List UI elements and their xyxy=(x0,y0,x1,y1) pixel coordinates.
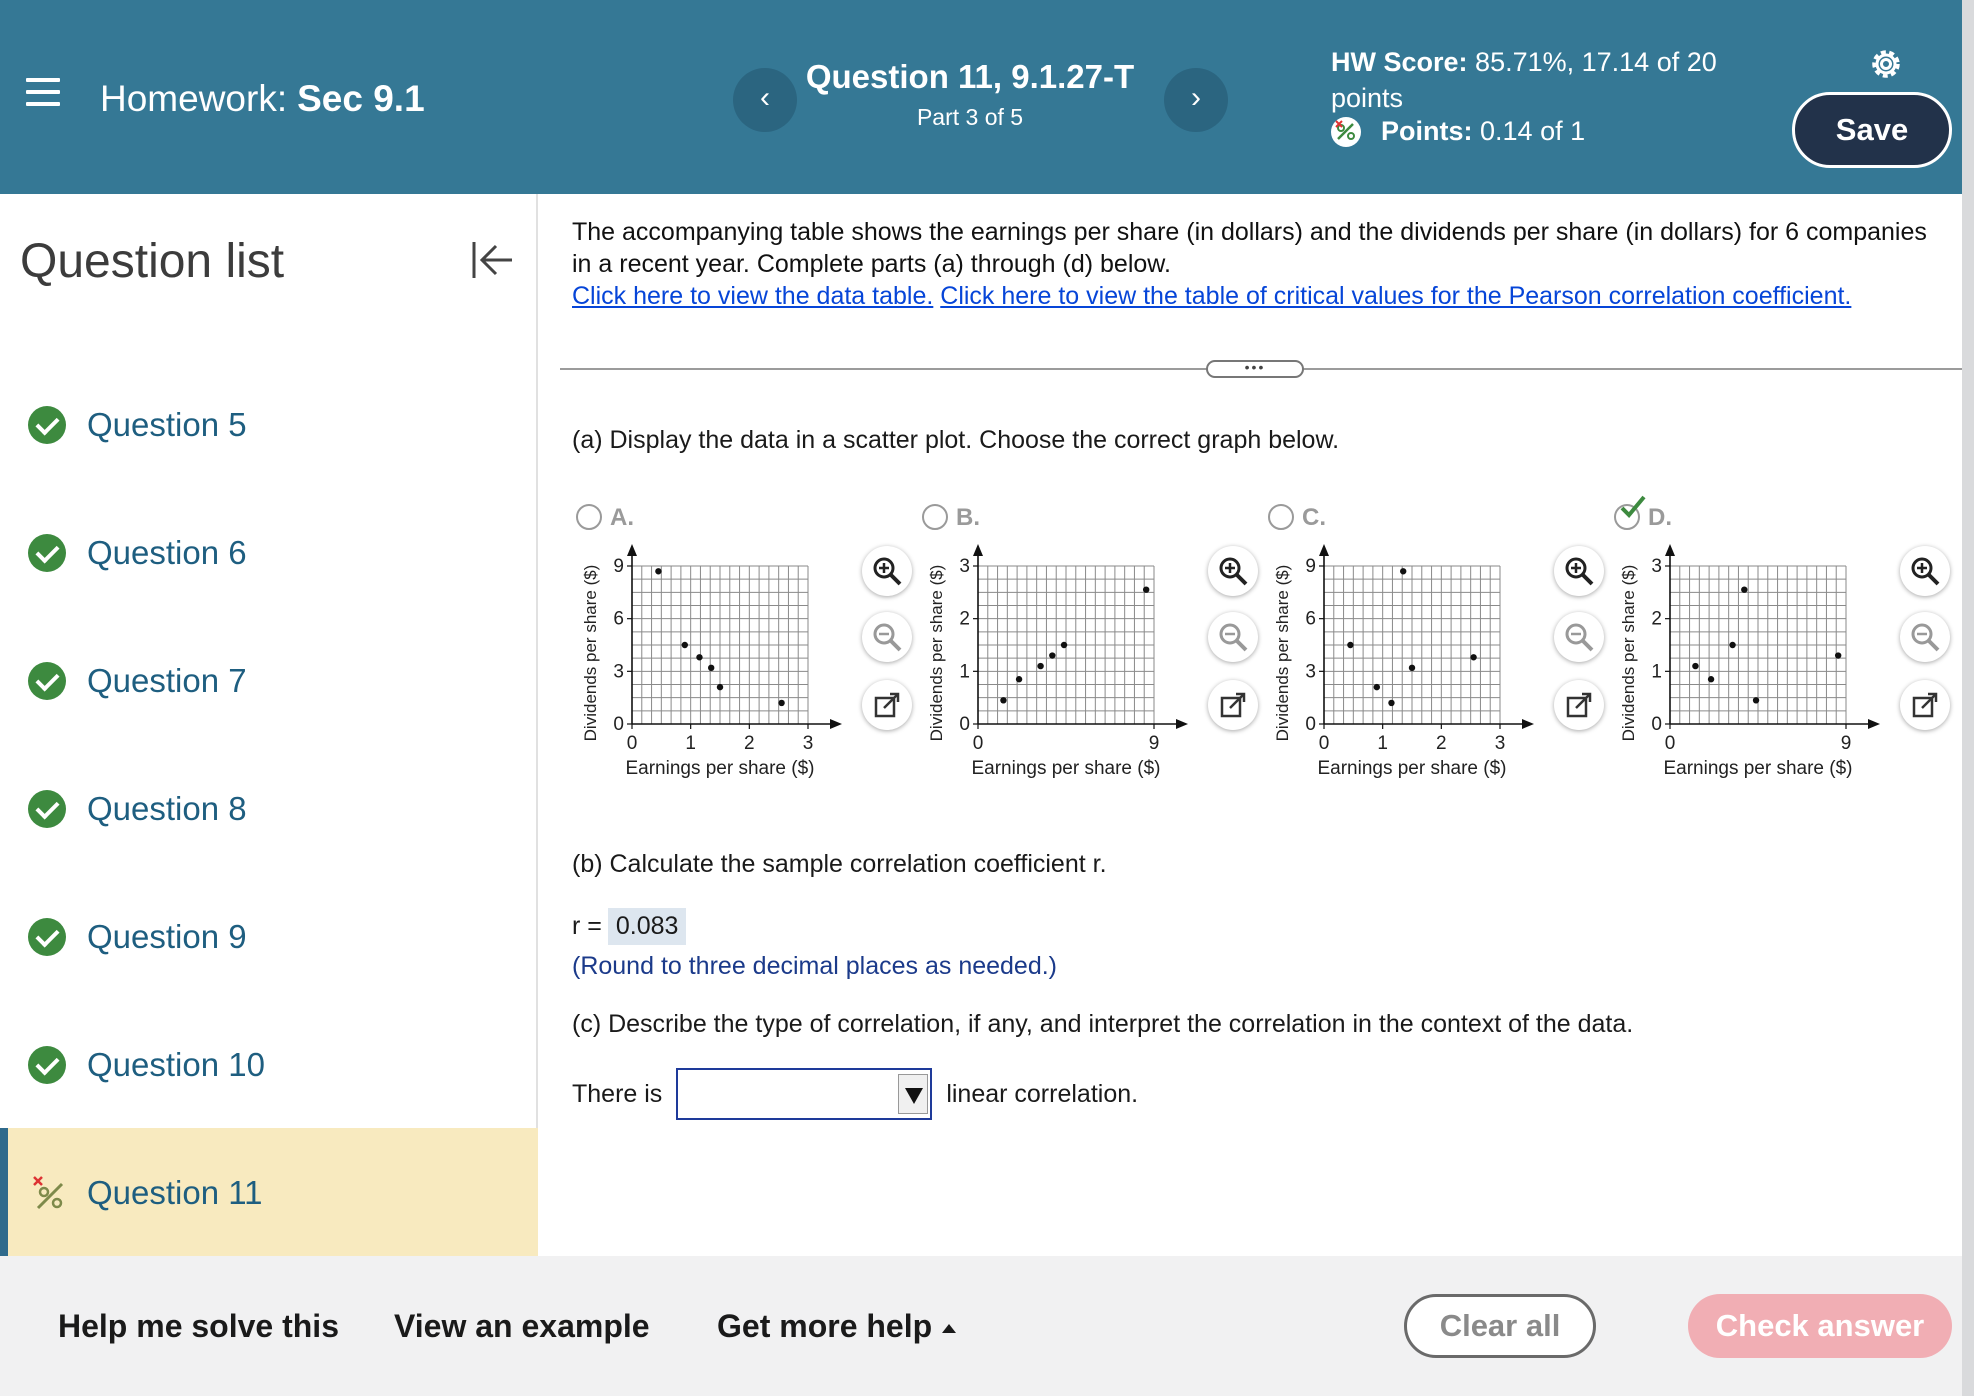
hw-score-value: 85.71%, 17.14 of 20 points xyxy=(1331,47,1717,113)
data-point xyxy=(1692,663,1698,669)
option-b-label: B. xyxy=(956,504,980,531)
data-point xyxy=(1753,697,1759,703)
check-circle-icon xyxy=(28,790,66,828)
option-a-label: A. xyxy=(610,504,634,531)
y-axis-arrow xyxy=(973,544,983,556)
data-point xyxy=(1708,676,1714,682)
critical-values-link[interactable]: Click here to view the table of critical values for the Pearson correlation coefficient. xyxy=(940,282,1852,310)
check-circle-icon xyxy=(28,534,66,572)
data-point xyxy=(778,700,784,706)
y-tick-label: 0 xyxy=(959,714,970,735)
data-point xyxy=(1143,587,1149,593)
x-tick-label: 2 xyxy=(744,733,755,754)
y-tick-label: 3 xyxy=(1651,556,1662,577)
option-a[interactable] xyxy=(572,504,912,804)
check-circle-icon xyxy=(28,406,66,444)
correlation-answer xyxy=(572,1068,1138,1120)
question-list-item[interactable] xyxy=(0,616,538,744)
x-tick-label: 0 xyxy=(972,733,984,754)
question-list-item[interactable] xyxy=(0,872,538,1000)
x-tick-label: 9 xyxy=(1840,733,1852,754)
header-bar xyxy=(0,0,1962,194)
part-a-prompt: (a) Display the data in a scatter plot. Choose the correct graph below. xyxy=(572,426,1340,454)
zoom-in-icon[interactable] xyxy=(1554,546,1604,596)
y-tick-label: 1 xyxy=(1651,661,1662,683)
x-tick-label: 1 xyxy=(685,733,696,754)
hw-score xyxy=(1331,44,1771,116)
y-axis-arrow xyxy=(1319,544,1329,556)
zoom-out-icon[interactable] xyxy=(1900,612,1950,662)
points-label: Points: xyxy=(1381,116,1473,146)
data-point xyxy=(682,642,688,648)
x-tick-label: 1 xyxy=(1377,733,1388,754)
check-circle-icon xyxy=(28,918,66,956)
r-answer xyxy=(572,908,686,945)
answer-prefix: There is xyxy=(572,1079,663,1108)
y-tick-label: 3 xyxy=(959,556,970,577)
checkmark-icon xyxy=(1618,494,1648,524)
zoom-out-icon[interactable] xyxy=(862,612,912,662)
zoom-in-icon[interactable] xyxy=(1900,546,1950,596)
question-list-item[interactable] xyxy=(0,744,538,872)
check-answer-button[interactable]: Check answer xyxy=(1688,1294,1952,1358)
resource-links xyxy=(572,280,1851,312)
data-point xyxy=(1000,697,1006,703)
zoom-out-icon[interactable] xyxy=(1554,612,1604,662)
y-axis-label: Dividends per share ($) xyxy=(1273,564,1292,742)
question-title: Question 11, 9.1.27-T xyxy=(805,58,1135,95)
x-tick-label: 0 xyxy=(626,733,638,754)
partial-credit-icon xyxy=(30,1174,70,1214)
option-c-label: C. xyxy=(1302,504,1326,531)
menu-icon[interactable] xyxy=(26,78,60,110)
x-tick-label: 9 xyxy=(1148,733,1160,754)
chevron-right-icon: › xyxy=(1191,81,1201,114)
zoom-in-icon[interactable] xyxy=(862,546,912,596)
check-circle-icon xyxy=(28,1046,66,1084)
partial-credit-icon xyxy=(1331,117,1361,147)
question-list-item[interactable] xyxy=(0,360,538,488)
y-tick-label: 9 xyxy=(1305,556,1316,577)
r-input[interactable]: 0.083 xyxy=(608,908,687,945)
option-b-radio[interactable] xyxy=(922,504,948,530)
x-axis-label: Earnings per share ($) xyxy=(1317,758,1507,779)
x-axis-arrow xyxy=(1522,719,1534,729)
question-list-item-label: Question 5 xyxy=(87,406,247,443)
data-table-link[interactable]: Click here to view the data table. xyxy=(572,282,934,310)
scatter-plot-a xyxy=(572,544,872,794)
save-button[interactable]: Save xyxy=(1792,92,1952,168)
x-axis-label: Earnings per share ($) xyxy=(1663,758,1853,779)
x-tick-label: 2 xyxy=(1436,733,1447,754)
scatter-plot-d xyxy=(1610,544,1910,794)
y-axis-arrow xyxy=(1665,544,1675,556)
question-list-item-label: Question 10 xyxy=(87,1046,265,1083)
data-point xyxy=(1061,642,1067,648)
question-content xyxy=(540,194,1962,1256)
x-tick-label: 3 xyxy=(802,733,814,754)
data-point xyxy=(1741,587,1747,593)
question-list-item-label: Question 8 xyxy=(87,790,247,827)
y-tick-label: 0 xyxy=(1305,714,1316,735)
y-tick-label: 6 xyxy=(1305,608,1316,630)
option-c-radio[interactable] xyxy=(1268,504,1294,530)
answer-suffix: linear correlation. xyxy=(946,1079,1139,1108)
question-part: Part 3 of 5 xyxy=(916,104,1024,130)
zoom-in-icon[interactable] xyxy=(1208,546,1258,596)
homework-title xyxy=(100,78,425,120)
question-list-item-label: Question 9 xyxy=(87,918,247,955)
data-point xyxy=(1037,663,1043,669)
x-axis-arrow xyxy=(1176,719,1188,729)
dropdown-arrow-icon[interactable] xyxy=(898,1074,928,1114)
data-point xyxy=(1388,700,1394,706)
question-list-item[interactable] xyxy=(0,488,538,616)
data-point xyxy=(655,568,661,574)
y-axis-label: Dividends per share ($) xyxy=(581,564,600,742)
y-tick-label: 0 xyxy=(613,714,624,735)
data-point xyxy=(1374,684,1380,690)
data-point xyxy=(1347,642,1353,648)
y-tick-label: 2 xyxy=(1651,608,1662,630)
data-point xyxy=(1016,676,1022,682)
question-list-item-label: Question 11 xyxy=(87,1174,263,1211)
question-list-item-label: Question 7 xyxy=(87,662,247,699)
data-point xyxy=(1835,652,1841,658)
option-c[interactable] xyxy=(1264,504,1604,804)
footer-bar xyxy=(0,1256,1962,1396)
y-tick-label: 1 xyxy=(959,661,970,683)
y-tick-label: 3 xyxy=(1305,661,1316,683)
scatter-plot-c xyxy=(1264,544,1564,794)
option-a-radio[interactable] xyxy=(576,504,602,530)
y-axis-label: Dividends per share ($) xyxy=(1619,564,1638,742)
help-me-solve-button[interactable]: Help me solve this xyxy=(58,1308,339,1344)
data-point xyxy=(1729,642,1735,648)
data-point xyxy=(708,665,714,671)
correlation-type-select[interactable] xyxy=(676,1068,932,1120)
popout-icon[interactable] xyxy=(1900,680,1950,730)
get-more-help-label: Get more help xyxy=(717,1308,933,1344)
data-point xyxy=(1400,568,1406,574)
data-point xyxy=(1409,665,1415,671)
homework-name: Sec 9.1 xyxy=(297,78,425,119)
clear-all-button[interactable]: Clear all xyxy=(1404,1294,1596,1358)
x-axis-label: Earnings per share ($) xyxy=(971,758,1161,779)
data-point xyxy=(1470,654,1476,660)
x-axis-label: Earnings per share ($) xyxy=(625,758,815,779)
option-d[interactable] xyxy=(1610,504,1950,804)
rounding-note: (Round to three decimal places as needed.) xyxy=(572,952,1058,980)
y-axis-arrow xyxy=(627,544,637,556)
x-axis-arrow xyxy=(1868,719,1880,729)
question-points xyxy=(1331,116,1585,147)
x-tick-label: 3 xyxy=(1494,733,1506,754)
next-question-button[interactable] xyxy=(1164,68,1228,132)
y-tick-label: 2 xyxy=(959,608,970,630)
popout-icon[interactable] xyxy=(1208,680,1258,730)
points-value: 0.14 of 1 xyxy=(1480,116,1586,146)
question-list-item[interactable] xyxy=(0,1000,538,1128)
scatter-plot-b xyxy=(918,544,1218,794)
popout-icon[interactable] xyxy=(1554,680,1604,730)
part-c-prompt: (c) Describe the type of correlation, if any, and interpret the correlation in the context of the data. xyxy=(572,1010,1634,1038)
y-tick-label: 9 xyxy=(613,556,624,577)
option-d-label: D. xyxy=(1648,504,1672,531)
check-circle-icon xyxy=(28,662,66,700)
question-list-item-label: Question 6 xyxy=(87,534,247,571)
r-label: r = xyxy=(572,912,602,940)
y-tick-label: 3 xyxy=(613,661,624,683)
y-axis-label: Dividends per share ($) xyxy=(927,564,946,742)
data-point xyxy=(1049,652,1055,658)
view-example-button[interactable]: View an example xyxy=(394,1308,650,1344)
data-point xyxy=(696,654,702,660)
question-list-sidebar xyxy=(0,194,538,1256)
zoom-out-icon[interactable] xyxy=(1208,612,1258,662)
hw-score-label: HW Score: xyxy=(1331,47,1468,77)
popout-icon[interactable] xyxy=(862,680,912,730)
question-list-item-active[interactable] xyxy=(0,1128,538,1256)
question-intro: The accompanying table shows the earnings per share (in dollars) and the dividends per share (in dollars) for 6 companies in a recent year. Complete parts (a) through (d) below. xyxy=(572,218,1927,278)
gear-icon[interactable] xyxy=(1866,44,1906,84)
chevron-left-icon: ‹ xyxy=(760,81,770,114)
x-tick-label: 0 xyxy=(1318,733,1330,754)
collapse-sidebar-icon[interactable] xyxy=(468,236,516,284)
x-axis-arrow xyxy=(830,719,842,729)
option-d-radio[interactable] xyxy=(1614,504,1640,530)
expand-handle[interactable]: ••• xyxy=(1206,360,1304,378)
part-b-prompt: (b) Calculate the sample correlation coefficient r. xyxy=(572,850,1107,878)
option-b[interactable] xyxy=(918,504,1258,804)
data-point xyxy=(717,684,723,690)
y-tick-label: 0 xyxy=(1651,714,1662,735)
get-more-help-button[interactable] xyxy=(717,1308,956,1345)
question-list-title: Question list xyxy=(20,235,285,288)
caret-up-icon xyxy=(942,1324,956,1333)
x-tick-label: 0 xyxy=(1664,733,1676,754)
homework-label: Homework: xyxy=(100,78,288,119)
y-tick-label: 6 xyxy=(613,608,624,630)
